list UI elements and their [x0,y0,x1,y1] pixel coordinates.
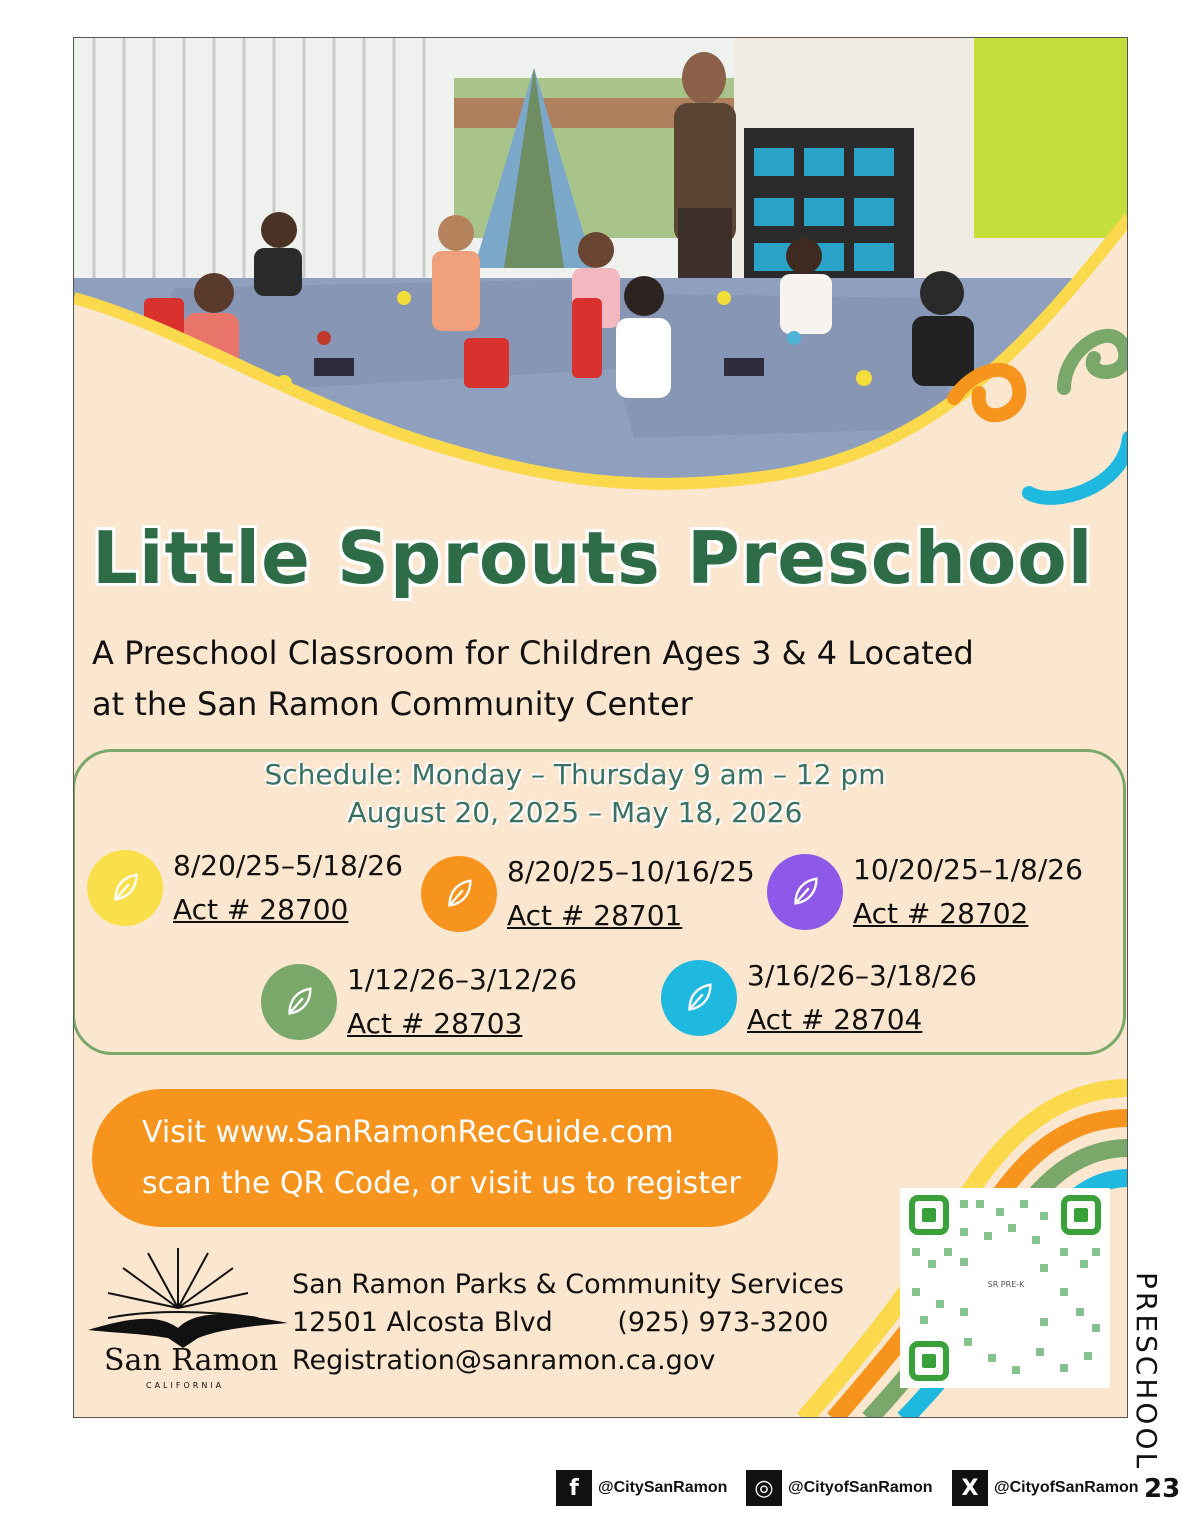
schedule-range: August 20, 2025 – May 18, 2026 [347,796,803,829]
organization-name: San Ramon Parks & Community Services [292,1269,844,1300]
activity-number-link[interactable]: Act # 28701 [507,899,683,932]
session-item [261,958,577,1046]
x-icon: X [952,1470,988,1506]
session-dates: 1/12/26–3/12/26 [347,963,577,996]
schedule-box [73,749,1126,1055]
register-banner[interactable] [92,1089,778,1227]
activity-number-link[interactable]: Act # 28704 [747,1003,923,1036]
social-x[interactable] [952,1470,1139,1506]
subtitle-line: at the San Ramon Community Center [92,685,693,723]
social-facebook[interactable] [556,1470,727,1506]
register-line: scan the QR Code, or visit us to register [142,1166,741,1201]
social-instagram[interactable] [746,1470,933,1506]
leaf-icon [661,960,737,1036]
subtitle [92,628,974,730]
page-number: 23 [1144,1474,1181,1504]
session-dates: 10/20/25–1/8/26 [853,853,1083,886]
session-dates: 8/20/25–10/16/25 [507,855,755,888]
leaf-icon [421,856,497,932]
contact-block [292,1266,844,1380]
facebook-icon: f [556,1470,592,1506]
qr-label: SR PRE-K [987,1280,1025,1289]
page-title: Little Sprouts Preschool [92,516,1094,600]
register-line: Visit www.SanRamonRecGuide.com [142,1115,674,1150]
session-dates: 3/16/26–3/18/26 [747,959,977,992]
activity-number-link[interactable]: Act # 28700 [173,893,349,926]
social-handle: @CityofSanRamon [994,1479,1139,1496]
schedule-days: Schedule: Monday – Thursday 9 am – 12 pm [264,758,886,791]
phone-number[interactable]: (925) 973-3200 [617,1307,829,1338]
leaf-icon [767,854,843,930]
social-handle: @CitySanRamon [598,1479,728,1496]
activity-number-link[interactable]: Act # 28702 [853,897,1029,930]
session-item [767,848,1083,936]
session-item [661,954,977,1042]
leaf-icon [261,964,337,1040]
logo-wordmark: San Ramon [104,1343,279,1378]
leaf-icon [87,850,163,926]
session-item [87,844,403,932]
street-address: 12501 Alcosta Blvd [292,1307,553,1338]
instagram-icon: ◎ [746,1470,782,1506]
social-handle: @CityofSanRamon [788,1479,933,1496]
email-address[interactable]: Registration@sanramon.ca.gov [292,1345,716,1376]
session-dates: 8/20/25–5/18/26 [173,849,403,882]
classroom-photo [74,38,1128,508]
activity-number-link[interactable]: Act # 28703 [347,1007,523,1040]
logo-subtitle: CALIFORNIA [146,1381,225,1390]
subtitle-line: A Preschool Classroom for Children Ages 3 & 4 Located [92,634,974,672]
address-line [292,1304,844,1342]
session-item [421,850,755,938]
qr-code-icon[interactable] [900,1188,1110,1388]
section-label: PRESCHOOL [1130,1272,1163,1472]
flyer [73,37,1128,1418]
